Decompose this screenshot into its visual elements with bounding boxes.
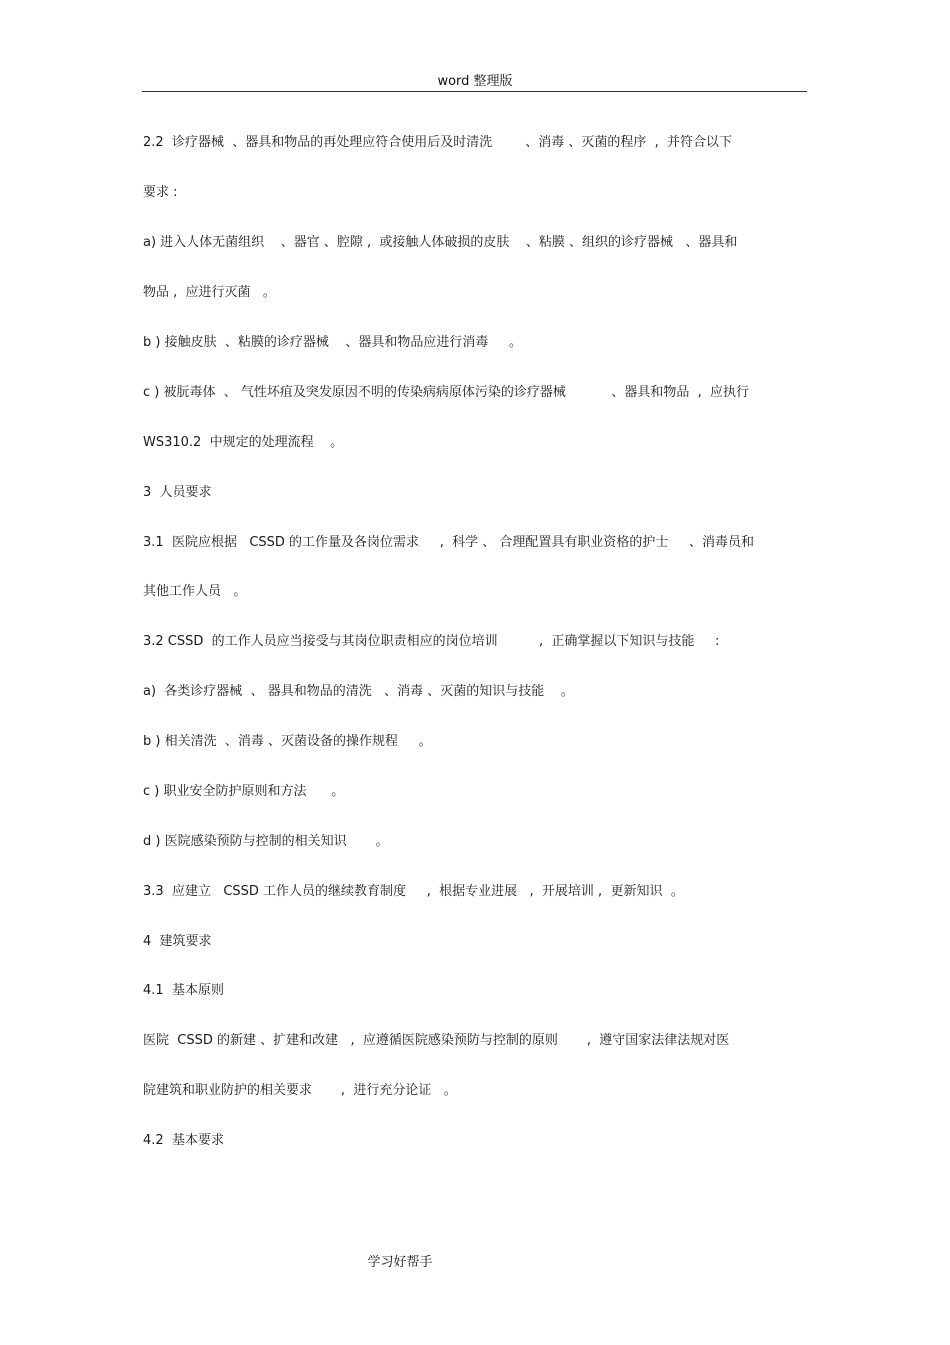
- body-line: a) 进入人体无菌组织 、器官 、腔隙 , 或接触人体破损的皮肤 、粘膜 、组织的诊疗器械 、器具和: [143, 235, 738, 250]
- page-header: word 整理版: [437, 74, 513, 89]
- body-line: 其他工作人员 。: [143, 584, 247, 599]
- section-heading: 4 建筑要求: [143, 934, 212, 949]
- body-line: a) 各类诊疗器械 、 器具和物品的清洗 、消毒 、灭菌的知识与技能 。: [143, 684, 574, 699]
- body-line: 物品 , 应进行灭菌 。: [143, 285, 276, 300]
- subsection-heading: 4.2 基本要求: [143, 1133, 224, 1148]
- body-line: 2.2 诊疗器械 、器具和物品的再处理应符合使用后及时清洗 、消毒 、灭菌的程序 , 并符合以下: [143, 135, 733, 150]
- body-line: b ) 相关清洗 、消毒 、灭菌设备的操作规程 。: [143, 734, 432, 749]
- header-divider: [142, 91, 807, 92]
- body-line: 医院 CSSD 的新建 、扩建和改建 , 应遵循医院感染预防与控制的原则 , 遵守国家法律法规对医: [143, 1033, 730, 1048]
- body-line: 院建筑和职业防护的相关要求 , 进行充分论证 。: [143, 1083, 457, 1098]
- body-line: 3.2 CSSD 的工作人员应当接受与其岗位职责相应的岗位培训 , 正确掌握以下知识与技能 :: [143, 634, 720, 649]
- body-line: 3.1 医院应根据 CSSD 的工作量及各岗位需求 , 科学 、 合理配置具有职业资格的护士 、消毒员和: [143, 535, 755, 550]
- page-footer: 学习好帮手: [367, 1255, 433, 1270]
- body-line: 3.3 应建立 CSSD 工作人员的继续教育制度 , 根据专业进展 , 开展培训 , 更新知识 。: [143, 884, 684, 899]
- body-line: c ) 职业安全防护原则和方法 。: [143, 784, 345, 799]
- body-line: WS310.2 中规定的处理流程 。: [143, 435, 344, 450]
- section-heading: 3 人员要求: [143, 485, 212, 500]
- body-line: 要求 :: [143, 185, 178, 200]
- body-line: d ) 医院感染预防与控制的相关知识 。: [143, 834, 389, 849]
- body-line: b ) 接触皮肤 、粘膜的诊疗器械 、器具和物品应进行消毒 。: [143, 335, 523, 350]
- subsection-heading: 4.1 基本原则: [143, 983, 224, 998]
- body-line: c ) 被朊毒体 、 气性坏疽及突发原因不明的传染病病原体污染的诊疗器械 、器具和物品 , 应执行: [143, 385, 749, 400]
